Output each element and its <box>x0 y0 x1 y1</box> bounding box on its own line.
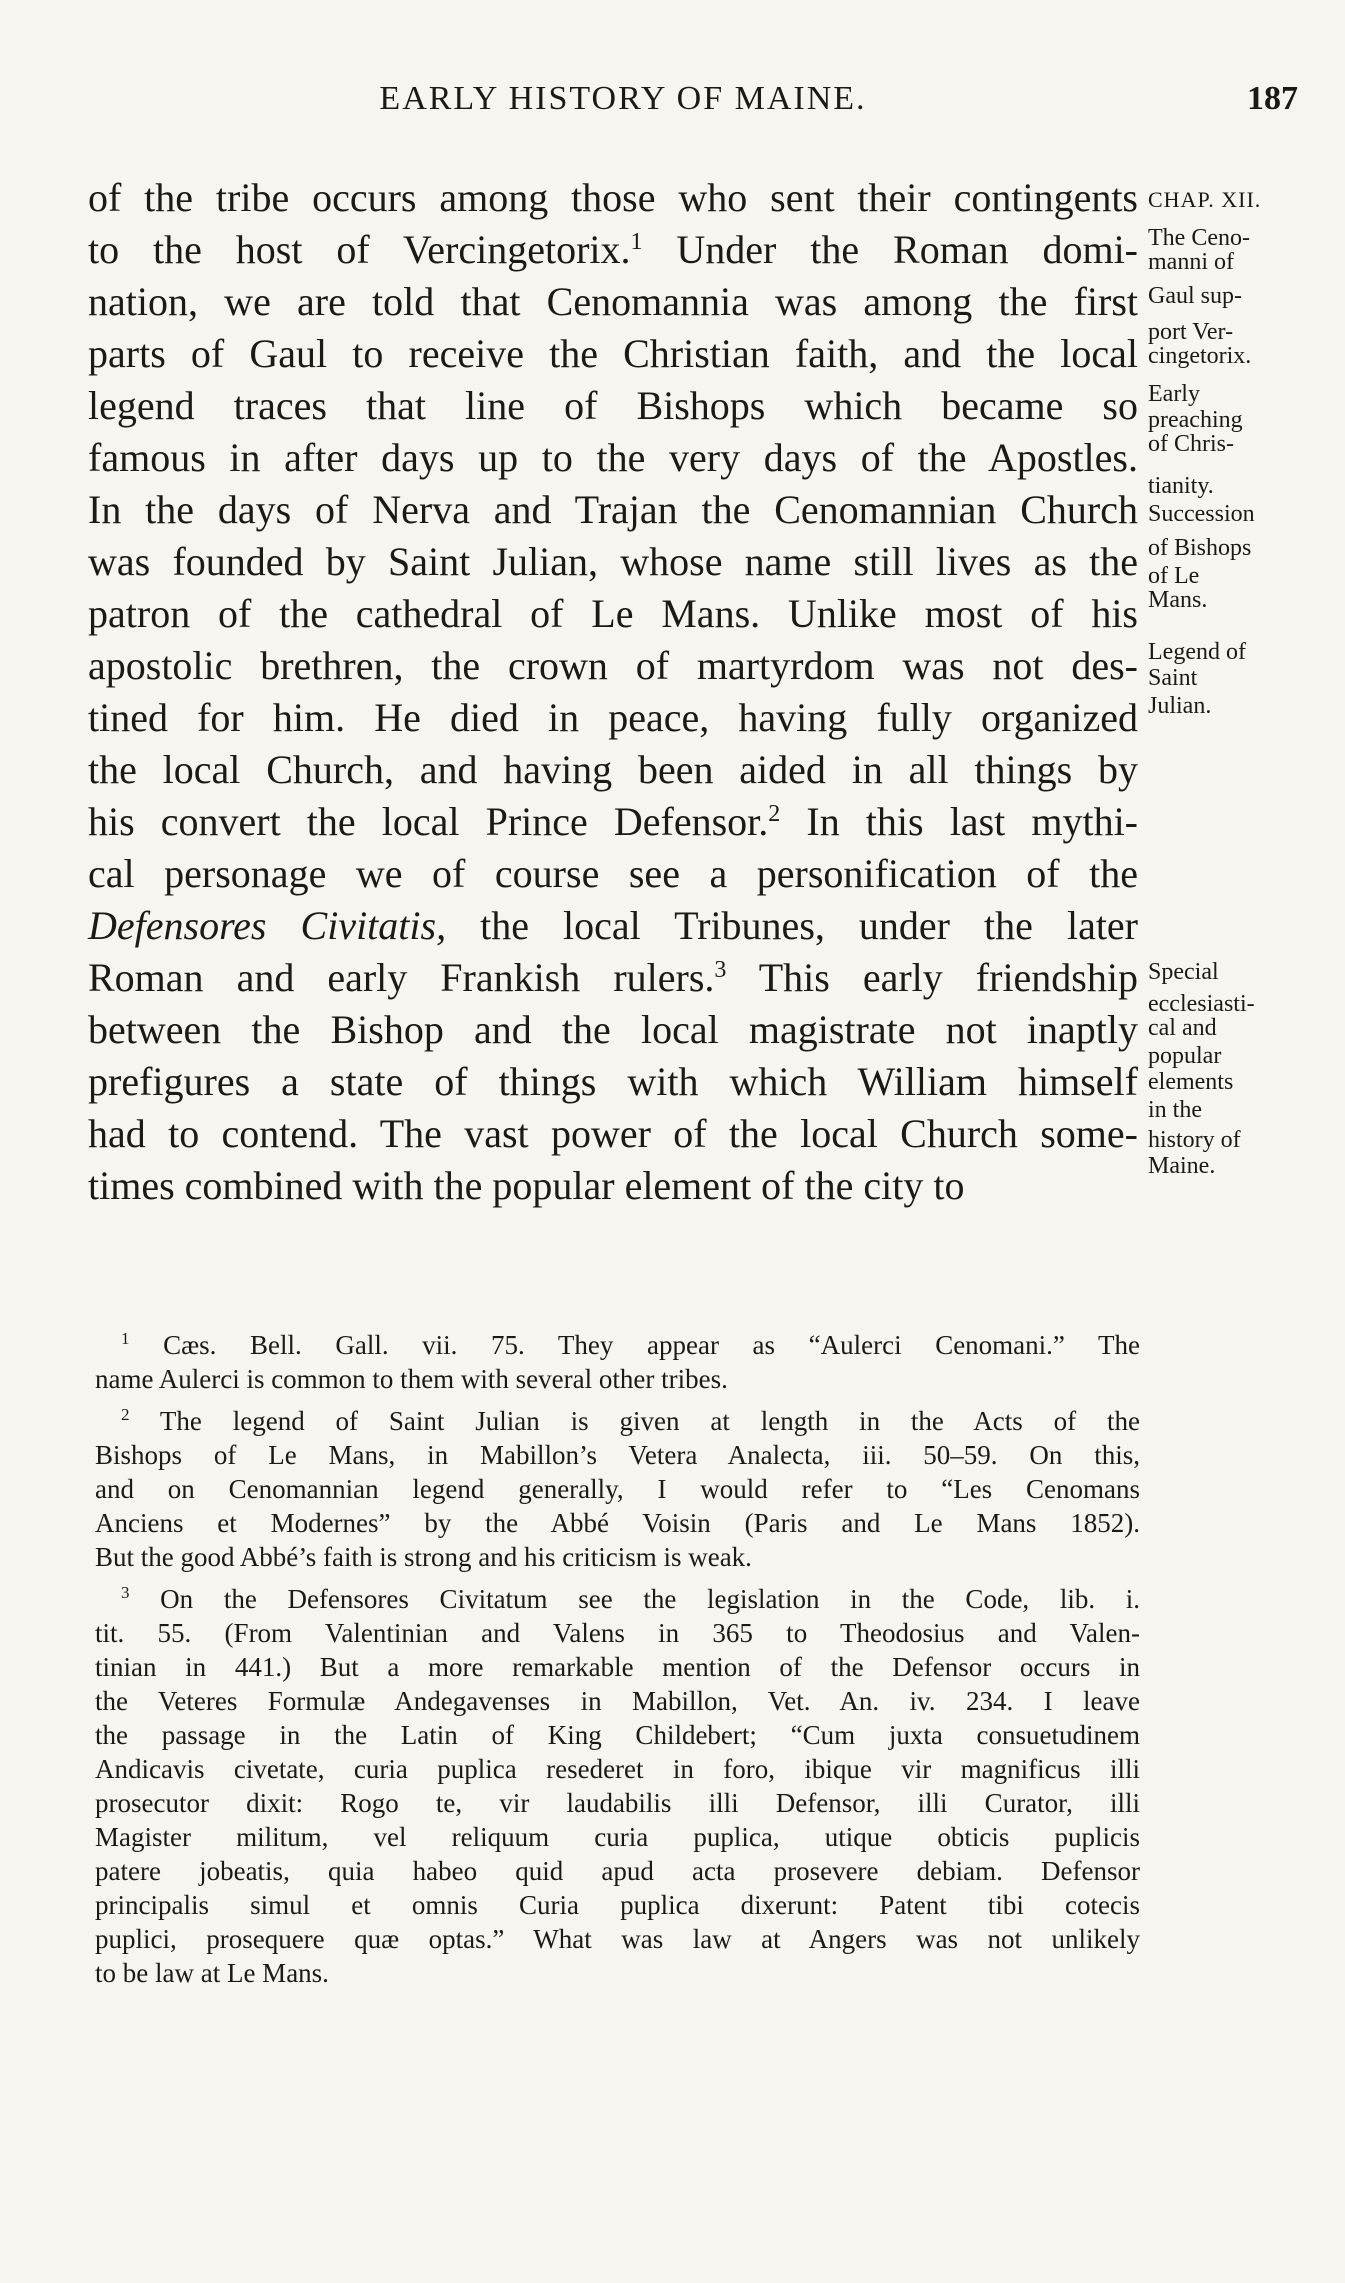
footnote-line: the passage in the Latin of King Childebert; “Cum juxta consuetudinem <box>95 1720 1140 1750</box>
footnote-line: prosecutor dixit: Rogo te, vir laudabilis illi Defensor, illi Curator, illi <box>95 1788 1140 1818</box>
margin-note: Succession <box>1148 501 1255 527</box>
margin-note: Legend of <box>1148 639 1246 665</box>
footnote-marker: 1 <box>121 1329 130 1348</box>
text-line: parts of Gaul to receive the Christian faith, and the local <box>88 331 1138 376</box>
footnote-ref: 3 <box>714 957 727 983</box>
text-line: to the host of Vercingetorix.$^1$ Under the Roman domi- <box>88 227 1138 272</box>
margin-note: tianity. <box>1148 473 1214 499</box>
chapter-note: CHAP. XII. <box>1148 187 1262 212</box>
margin-note: Mans. <box>1148 587 1208 613</box>
footnote-line: the Veteres Formulæ Andegavenses in Mabillon, Vet. An. iv. 234. I leave <box>95 1686 1140 1716</box>
text-line: legend traces that line of Bishops which became so <box>88 383 1138 428</box>
italic-term: Defensores Civitatis, <box>88 903 447 948</box>
margin-note: Maine. <box>1148 1153 1216 1179</box>
margin-note: Gaul sup- <box>1148 283 1242 309</box>
footnote-line: principalis simul et omnis Curia puplica dixerunt: Patent tibi cotecis <box>95 1890 1140 1920</box>
footnote-line: $^1$ Cæs. Bell. Gall. vii. 75. They appear as “Aulerci Cenomani.” The <box>121 1329 1140 1360</box>
text-line: of the tribe occurs among those who sent their contingents <box>88 175 1138 220</box>
margin-note: manni of <box>1148 249 1234 275</box>
footnote-marker: 2 <box>121 1405 130 1424</box>
margin-note: The Ceno- <box>1148 225 1250 251</box>
footnote-line: Magister militum, vel reliquum curia puplica, utique obticis puplicis <box>95 1822 1140 1852</box>
footnote-line: Anciens et Modernes” by the Abbé Voisin (Paris and Le Mans 1852). <box>95 1508 1140 1538</box>
margin-note: history of <box>1148 1127 1241 1153</box>
footnote-line: tit. 55. (From Valentinian and Valens in 365 to Theodosius and Valen- <box>95 1618 1140 1648</box>
margin-note: Julian. <box>1148 693 1212 719</box>
text-line: Roman and early Frankish rulers.$^3$ This early friendship <box>88 955 1138 1000</box>
footnote-line: patere jobeatis, quia habeo quid apud acta prosevere debiam. Defensor <box>95 1856 1140 1886</box>
text-line: times combined with the popular element of the city to <box>88 1163 965 1208</box>
text-line: was founded by Saint Julian, whose name still lives as the <box>88 539 1138 584</box>
footnote-ref: 1 <box>630 229 643 255</box>
footnote-line: Andicavis civetate, curia puplica resederet in foro, ibique vir magnificus illi <box>95 1754 1140 1784</box>
margin-note: of Bishops <box>1148 535 1252 561</box>
text-line: had to contend. The vast power of the local Church some- <box>88 1111 1138 1156</box>
footnote-ref: 2 <box>768 801 781 827</box>
footnote-line: name Aulerci is common to them with several other tribes. <box>95 1364 728 1394</box>
margin-note: ecclesiasti- <box>1148 991 1255 1017</box>
footnote-line: $^2$ The legend of Saint Julian is given at length in the Acts of the <box>121 1405 1140 1436</box>
text-line: apostolic brethren, the crown of martyrdom was not des- <box>88 643 1138 688</box>
footnote-line: But the good Abbé’s faith is strong and his criticism is weak. <box>95 1542 752 1572</box>
footnote-line: and on Cenomannian legend generally, I would refer to “Les Cenomans <box>95 1474 1140 1504</box>
margin-note: popular <box>1148 1043 1222 1069</box>
footnote-line: tinian in 441.) But a more remarkable mention of the Defensor occurs in <box>95 1652 1140 1682</box>
text-line: patron of the cathedral of Le Mans. Unlike most of his <box>88 591 1138 636</box>
text-line: In the days of Nerva and Trajan the Cenomannian Church <box>88 487 1138 532</box>
page-number: 187 <box>1247 80 1298 117</box>
text-line: his convert the local Prince Defensor.$^2$ In this last mythi- <box>88 799 1138 844</box>
margin-note: preaching <box>1148 407 1243 433</box>
text-line: famous in after days up to the very days of the Apostles. <box>88 435 1138 480</box>
footnote-line: to be law at Le Mans. <box>95 1958 329 1988</box>
text-line: cal personage we of course see a personification of the <box>88 851 1138 896</box>
footnote-marker: 3 <box>121 1583 130 1602</box>
text-line: between the Bishop and the local magistrate not inaptly <box>88 1007 1138 1052</box>
running-head: EARLY HISTORY OF MAINE. <box>379 80 867 117</box>
margin-note: of Le <box>1148 563 1200 589</box>
margin-note: cal and <box>1148 1015 1217 1041</box>
margin-note: of Chris- <box>1148 431 1234 457</box>
text-line: tined for him. He died in peace, having fully organized <box>88 695 1138 740</box>
text-line: nation, we are told that Cenomannia was among the first <box>88 279 1138 324</box>
margin-note: cingetorix. <box>1148 343 1252 369</box>
text-line: the local Church, and having been aided in all things by <box>88 747 1138 792</box>
margin-note: Special <box>1148 959 1219 985</box>
footnote-line: Bishops of Le Mans, in Mabillon’s Vetera Analecta, iii. 50–59. On this, <box>95 1440 1140 1470</box>
margin-note: port Ver- <box>1148 319 1234 345</box>
margin-note: Early <box>1148 381 1200 407</box>
text-line: Defensores Civitatis, the local Tribunes, under the later <box>88 903 1139 948</box>
margin-note: elements <box>1148 1069 1234 1095</box>
margin-note: in the <box>1148 1097 1202 1123</box>
footnote-line: $^3$ On the Defensores Civitatum see the legislation in the Code, lib. i. <box>121 1583 1140 1614</box>
page-header <box>88 80 1298 130</box>
footnote-line: puplici, prosequere quæ optas.” What was law at Angers was not unlikely <box>95 1924 1140 1954</box>
margin-note: Saint <box>1148 665 1198 691</box>
text-line: prefigures a state of things with which William himself <box>88 1059 1138 1104</box>
